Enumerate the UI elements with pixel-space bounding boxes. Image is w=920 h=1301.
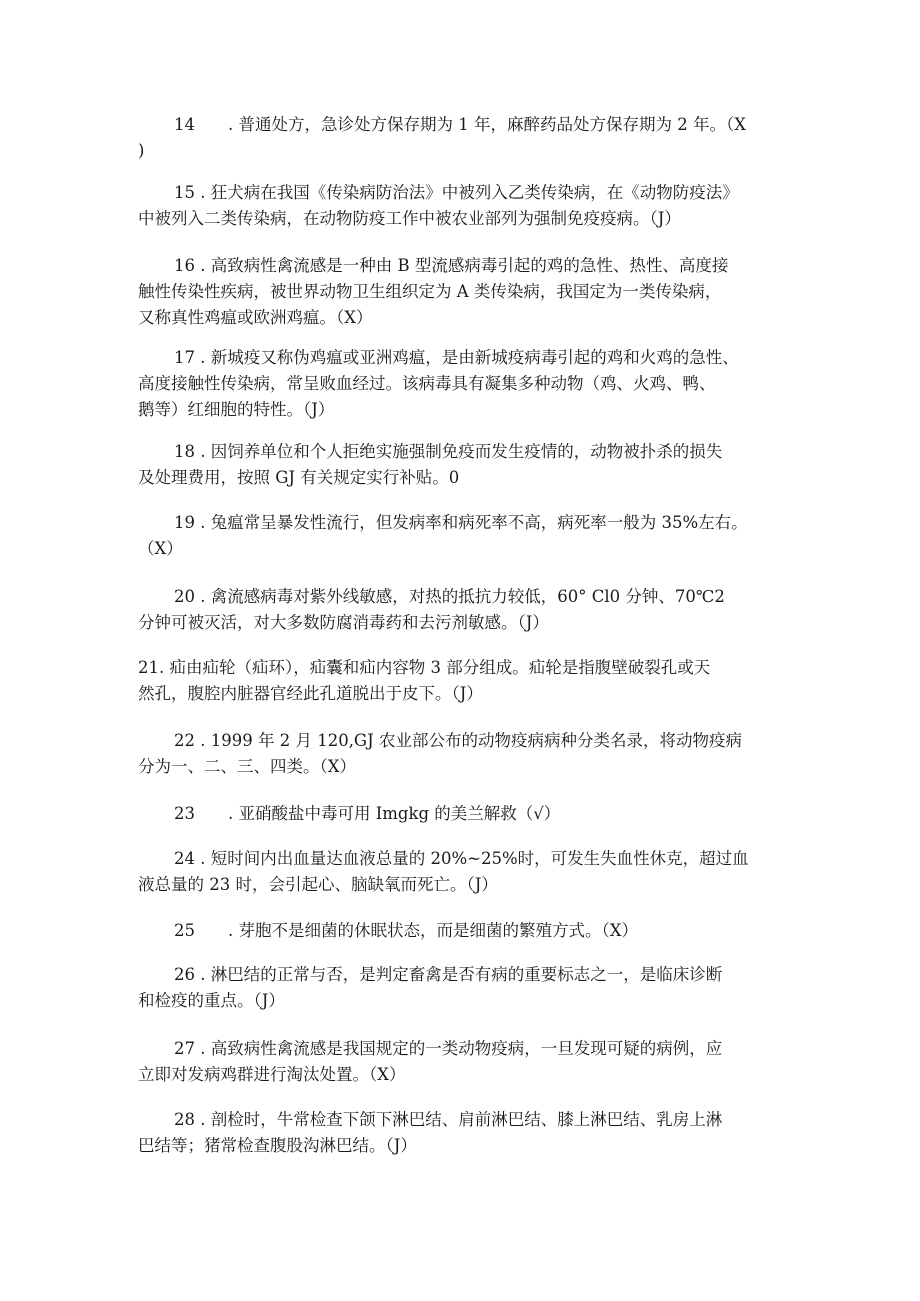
question-line: 分钟可被灭活，对大多数防腐消毒药和去污剂敏感。（J） [138, 613, 549, 632]
question-line: 和检疫的重点。（J） [138, 991, 285, 1010]
question-line: 19 . 兔瘟常呈暴发性流行，但发病率和病死率不高，病死率一般为 35%左右。 [174, 513, 748, 532]
question-line: 分为一、二、三、四类。（X） [138, 757, 356, 776]
question-line: 16 . 高致病性禽流感是一种由 B 型流感病毒引起的鸡的急性、热性、高度接 [174, 256, 729, 275]
question-line: 14 . 普通处方，急诊处方保存期为 1 年，麻醉药品处方保存期为 2 年。（X [174, 115, 746, 134]
question-14 [138, 112, 788, 164]
question-17 [138, 345, 788, 423]
question-23 [138, 801, 788, 827]
question-16 [138, 253, 788, 331]
question-line: ) [138, 141, 145, 160]
question-26 [138, 962, 788, 1014]
question-line: 立即对发病鸡群进行淘汰处置。（X） [138, 1065, 406, 1084]
question-line: 18 . 因饲养单位和个人拒绝实施强制免疫而发生疫情的，动物被扑杀的损失 [174, 442, 723, 461]
question-22 [138, 728, 788, 780]
question-line: 高度接触性传染病，常呈败血经过。该病毒具有凝集多种动物（鸡、火鸡、鸭、 [138, 374, 716, 393]
question-line: 触性传染性疾病，被世界动物卫生组织定为 A 类传染病，我国定为一类传染病， [138, 282, 722, 301]
question-28 [138, 1107, 788, 1159]
question-line: 及处理费用，按照 GJ 有关规定实行补贴。0 [138, 468, 460, 487]
question-line: 27 . 高致病性禽流感是我国规定的一类动物疫病，一旦发现可疑的病例，应 [174, 1039, 723, 1058]
question-15 [138, 180, 788, 232]
question-line: 然孔，腹腔内脏器官经此孔道脱出于皮下。（J） [138, 684, 483, 703]
question-line: 20 . 禽流感病毒对紫外线敏感，对热的抵抗力较低，60° Cl0 分钟、70℃2 [174, 587, 725, 606]
question-line: 中被列入二类传染病，在动物防疫工作中被农业部列为强制免疫疫病。（J） [138, 209, 681, 228]
question-19 [138, 510, 788, 562]
question-line: 液总量的 23 时，会引起心、脑缺氧而死亡。（J） [138, 875, 498, 894]
question-line: 23 . 亚硝酸盐中毒可用 Imgkg 的美兰解救（√） [174, 804, 561, 823]
question-18 [138, 439, 788, 491]
question-line: 26 . 淋巴结的正常与否，是判定畜禽是否有病的重要标志之一，是临床诊断 [174, 965, 723, 984]
question-27 [138, 1036, 788, 1088]
question-line: 21. 疝由疝轮（疝环），疝囊和疝内容物 3 部分组成。疝轮是指腹壁破裂孔或天 [138, 658, 711, 677]
question-24 [138, 846, 788, 898]
question-20 [138, 584, 788, 636]
question-line: 鹅等）红细胞的特性。（J） [138, 400, 335, 419]
question-line: 巴结等；猪常检查腹股沟淋巴结。（J） [138, 1136, 417, 1155]
question-line: （X） [138, 539, 183, 558]
question-21 [138, 655, 788, 707]
question-line: 又称真性鸡瘟或欧洲鸡瘟。（X） [138, 308, 373, 327]
question-line: 25 . 芽胞不是细菌的休眠状态，而是细菌的繁殖方式。（X） [174, 921, 638, 940]
question-line: 28 . 剖检时，牛常检查下颌下淋巴结、肩前淋巴结、膝上淋巴结、乳房上淋 [174, 1110, 723, 1129]
question-line: 24 . 短时间内出血量达血液总量的 20%~25%时，可发生失血性休克，超过血 [174, 849, 749, 868]
question-line: 22 . 1999 年 2 月 120,GJ 农业部公布的动物疫病病种分类名录，将动物疫病 [174, 731, 742, 750]
question-25 [138, 918, 788, 944]
question-line: 17 . 新城疫又称伪鸡瘟或亚洲鸡瘟，是由新城疫病毒引起的鸡和火鸡的急性、 [174, 348, 739, 367]
question-line: 15 . 狂犬病在我国《传染病防治法》中被列入乙类传染病，在《动物防疫法》 [174, 183, 739, 202]
